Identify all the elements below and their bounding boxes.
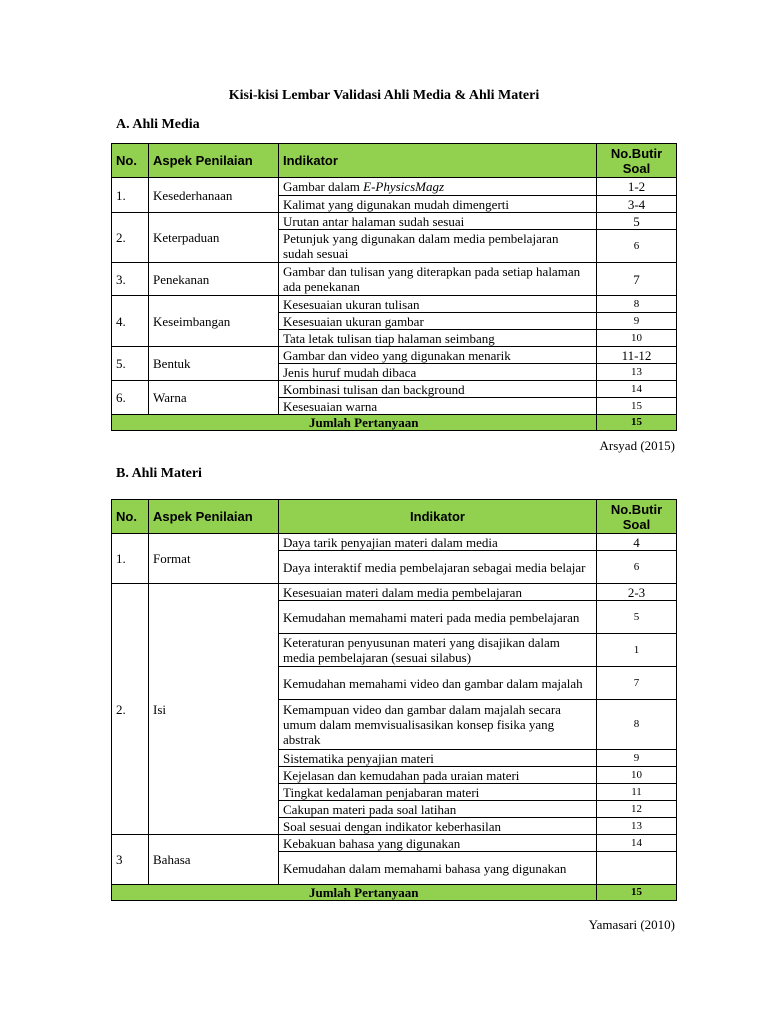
aspect-number: 6. [112,381,149,415]
item-number: 8 [597,700,677,750]
item-number: 14 [597,835,677,852]
section-b-heading: B. Ahli Materi [116,466,202,481]
aspect-number: 3. [112,263,149,296]
indicator-text: Kemudahan memahami materi pada media pembelajaran [279,601,597,634]
aspect-number: 2. [112,584,149,835]
indicator-text: Kemampuan video dan gambar dalam majalah secara umum dalam memvisualisasikan konsep fisika yang abstrak [279,700,597,750]
indicator-text: Kesesuaian ukuran gambar [279,313,597,330]
table-row [112,584,677,601]
aspect-number: 4. [112,296,149,347]
table-row [112,347,677,364]
item-number: 10 [597,767,677,784]
aspect-name: Penekanan [149,263,279,296]
indicator-text: Kombinasi tulisan dan background [279,381,597,398]
aspect-name: Bentuk [149,347,279,381]
total-label: Jumlah Pertanyaan [112,885,597,901]
item-number: 5 [597,213,677,230]
total-value: 15 [597,415,677,431]
aspect-number: 1. [112,178,149,213]
indicator-text: Gambar dan tulisan yang diterapkan pada setiap halaman ada penekanan [279,263,597,296]
item-number: 13 [597,818,677,835]
table-row [112,534,677,551]
header-indikator: Indikator [279,144,597,178]
indicator-text: Keteraturan penyusunan materi yang disajikan dalam media pembelajaran (sesuai silabus) [279,634,597,667]
document-title: Kisi-kisi Lembar Validasi Ahli Media & Ahli Materi [228,88,540,103]
indicator-text: Kemudahan dalam memahami bahasa yang digunakan [279,852,597,885]
indicator-text: Kemudahan memahami video dan gambar dalam majalah [279,667,597,700]
item-number: 5 [597,601,677,634]
table-row [112,213,677,230]
source-citation-b: Yamasari (2010) [588,917,675,932]
aspect-name: Kesederhanaan [149,178,279,213]
header-aspek: Aspek Penilaian [149,500,279,534]
indicator-text: Kesesuaian warna [279,398,597,415]
indicator-text: Tingkat kedalaman penjabaran materi [279,784,597,801]
indicator-text: Kejelasan dan kemudahan pada uraian materi [279,767,597,784]
table-header-row [112,144,677,178]
item-number: 1 [597,634,677,667]
indicator-text: Soal sesuai dengan indikator keberhasilan [279,818,597,835]
ahli-media-table [111,143,677,431]
table-row [112,178,677,196]
item-number: 6 [597,551,677,584]
aspect-number: 2. [112,213,149,263]
ahli-materi-table [111,499,677,901]
aspect-name: Isi [149,584,279,835]
indicator-text: Daya interaktif media pembelajaran sebagai media belajar [279,551,597,584]
indicator-text: Cakupan materi pada soal latihan [279,801,597,818]
section-a-heading: A. Ahli Media [116,117,200,132]
indicator-text: Tata letak tulisan tiap halaman seimbang [279,330,597,347]
aspect-name: Format [149,534,279,584]
aspect-number: 1. [112,534,149,584]
item-number: 7 [597,263,677,296]
item-number: 9 [597,750,677,767]
item-number: 11 [597,784,677,801]
aspect-name: Keseimbangan [149,296,279,347]
item-number: 7 [597,667,677,700]
total-row [112,415,677,431]
indicator-text: Kalimat yang digunakan mudah dimengerti [279,196,597,213]
aspect-number: 3 [112,835,149,885]
indicator-text: Kesesuaian ukuran tulisan [279,296,597,313]
indicator-text: Daya tarik penyajian materi dalam media [279,534,597,551]
header-butir: No.Butir Soal [597,144,677,178]
item-number: 8 [597,296,677,313]
product-name: E-PhysicsMagz [363,179,445,194]
item-number: 14 [597,381,677,398]
item-number: 15 [597,398,677,415]
indicator-text: Gambar dalam E-PhysicsMagz [279,178,597,196]
indicator-text: Urutan antar halaman sudah sesuai [279,213,597,230]
item-number: 12 [597,801,677,818]
indicator-text: Jenis huruf mudah dibaca [279,364,597,381]
item-number: 1-2 [597,178,677,196]
table-row [112,263,677,296]
aspect-name: Bahasa [149,835,279,885]
table-row [112,381,677,398]
indicator-text: Kebakuan bahasa yang digunakan [279,835,597,852]
header-butir: No.Butir Soal [597,500,677,534]
item-number: 13 [597,364,677,381]
aspect-number: 5. [112,347,149,381]
indicator-text: Sistematika penyajian materi [279,750,597,767]
header-indikator: Indikator [279,500,597,534]
item-number: 4 [597,534,677,551]
indicator-text: Gambar dan video yang digunakan menarik [279,347,597,364]
total-row [112,885,677,901]
indicator-text: Kesesuaian materi dalam media pembelajaran [279,584,597,601]
table-header-row [112,500,677,534]
item-number: 10 [597,330,677,347]
item-number: 2-3 [597,584,677,601]
header-no: No. [112,144,149,178]
item-number: 6 [597,230,677,263]
item-number [597,852,677,885]
total-label: Jumlah Pertanyaan [112,415,597,431]
indicator-text: Petunjuk yang digunakan dalam media pembelajaran sudah sesuai [279,230,597,263]
item-number: 11-12 [597,347,677,364]
header-no: No. [112,500,149,534]
table-row [112,835,677,852]
item-number: 3-4 [597,196,677,213]
aspect-name: Warna [149,381,279,415]
source-citation-a: Arsyad (2015) [599,438,675,453]
table-row [112,296,677,313]
total-value: 15 [597,885,677,901]
item-number: 9 [597,313,677,330]
header-aspek: Aspek Penilaian [149,144,279,178]
aspect-name: Keterpaduan [149,213,279,263]
